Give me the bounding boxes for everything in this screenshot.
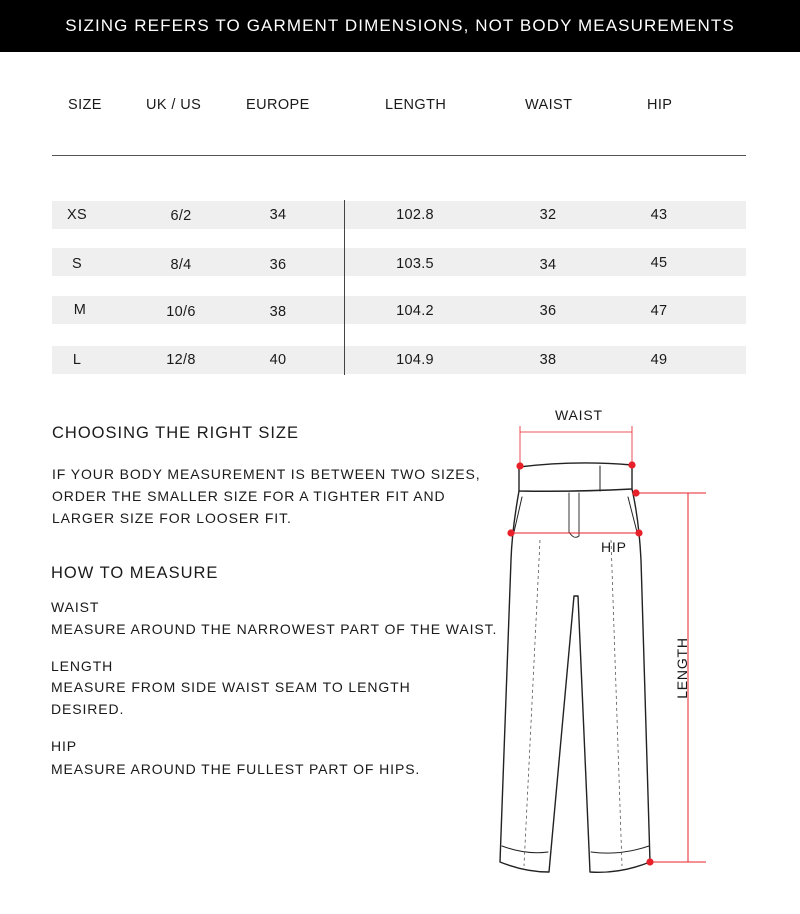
waistband [519,463,632,491]
cell-length: 104.2 [396,303,434,319]
waist-heading: WAIST [51,599,100,615]
sizing-banner: SIZING REFERS TO GARMENT DIMENSIONS, NOT BODY MEASUREMENTS [0,0,800,52]
cell-waist: 36 [539,303,557,319]
cell-hip: 45 [650,255,668,271]
col-header-hip: HIP [647,97,673,113]
length-measure-line [636,493,706,862]
waist-diagram-label: WAIST [555,407,603,423]
hip-heading: HIP [51,738,78,754]
waist-description: MEASURE AROUND THE NARROWEST PART OF THE WAIST. [51,621,498,637]
cell-europe: 38 [269,304,287,320]
col-header-uk-us: UK / US [146,97,202,113]
fly [569,493,579,537]
cell-europe: 34 [269,207,287,223]
length-bottom-marker [646,858,653,865]
cell-waist: 34 [539,257,557,273]
col-header-length: LENGTH [385,97,447,113]
cell-hip: 49 [650,352,668,368]
cell-uk-us: 10/6 [166,304,196,320]
col-header-size: SIZE [68,97,102,113]
waist-measure-line [520,426,632,463]
cell-length: 104.9 [396,352,434,368]
right-pocket [628,497,637,532]
how-to-measure-title: HOW TO MEASURE [51,564,219,582]
right-crease [611,540,622,866]
cell-uk-us: 8/4 [170,257,192,273]
left-crease [524,540,540,866]
cell-hip: 43 [650,207,668,223]
hip-description: MEASURE AROUND THE FULLEST PART OF HIPS. [51,761,421,777]
cell-size: M [73,302,87,318]
waist-left-marker [516,462,523,469]
choosing-line-3: LARGER SIZE FOR LOOSER FIT. [52,510,292,526]
cell-hip: 47 [650,303,668,319]
cell-size: L [72,352,82,368]
cell-waist: 32 [539,207,557,223]
cell-length: 103.5 [396,256,434,272]
cell-size: S [72,256,82,272]
waist-right-marker [628,461,635,468]
hip-left-marker [507,529,514,536]
trousers-outline [500,489,650,872]
choosing-line-1: IF YOUR BODY MEASUREMENT IS BETWEEN TWO SIZES, [52,466,481,482]
col-header-europe: EUROPE [246,97,310,113]
hip-diagram-label: HIP [601,539,627,555]
choosing-title: CHOOSING THE RIGHT SIZE [52,424,299,442]
length-description-line-2: DESIRED. [51,701,125,717]
col-header-waist: WAIST [525,97,573,113]
cell-waist: 38 [539,352,557,368]
length-top-marker [632,489,639,496]
cell-europe: 40 [269,352,287,368]
hip-right-marker [635,529,642,536]
cell-uk-us: 6/2 [170,208,192,224]
length-diagram-label: LENGTH [674,637,690,699]
cell-length: 102.8 [396,207,434,223]
length-heading: LENGTH [51,658,114,674]
cell-europe: 36 [269,257,287,273]
cell-size: XS [67,207,87,223]
length-description-line-1: MEASURE FROM SIDE WAIST SEAM TO LENGTH [51,679,411,695]
cell-uk-us: 12/8 [166,352,196,368]
choosing-line-2: ORDER THE SMALLER SIZE FOR A TIGHTER FIT AND [52,488,446,504]
